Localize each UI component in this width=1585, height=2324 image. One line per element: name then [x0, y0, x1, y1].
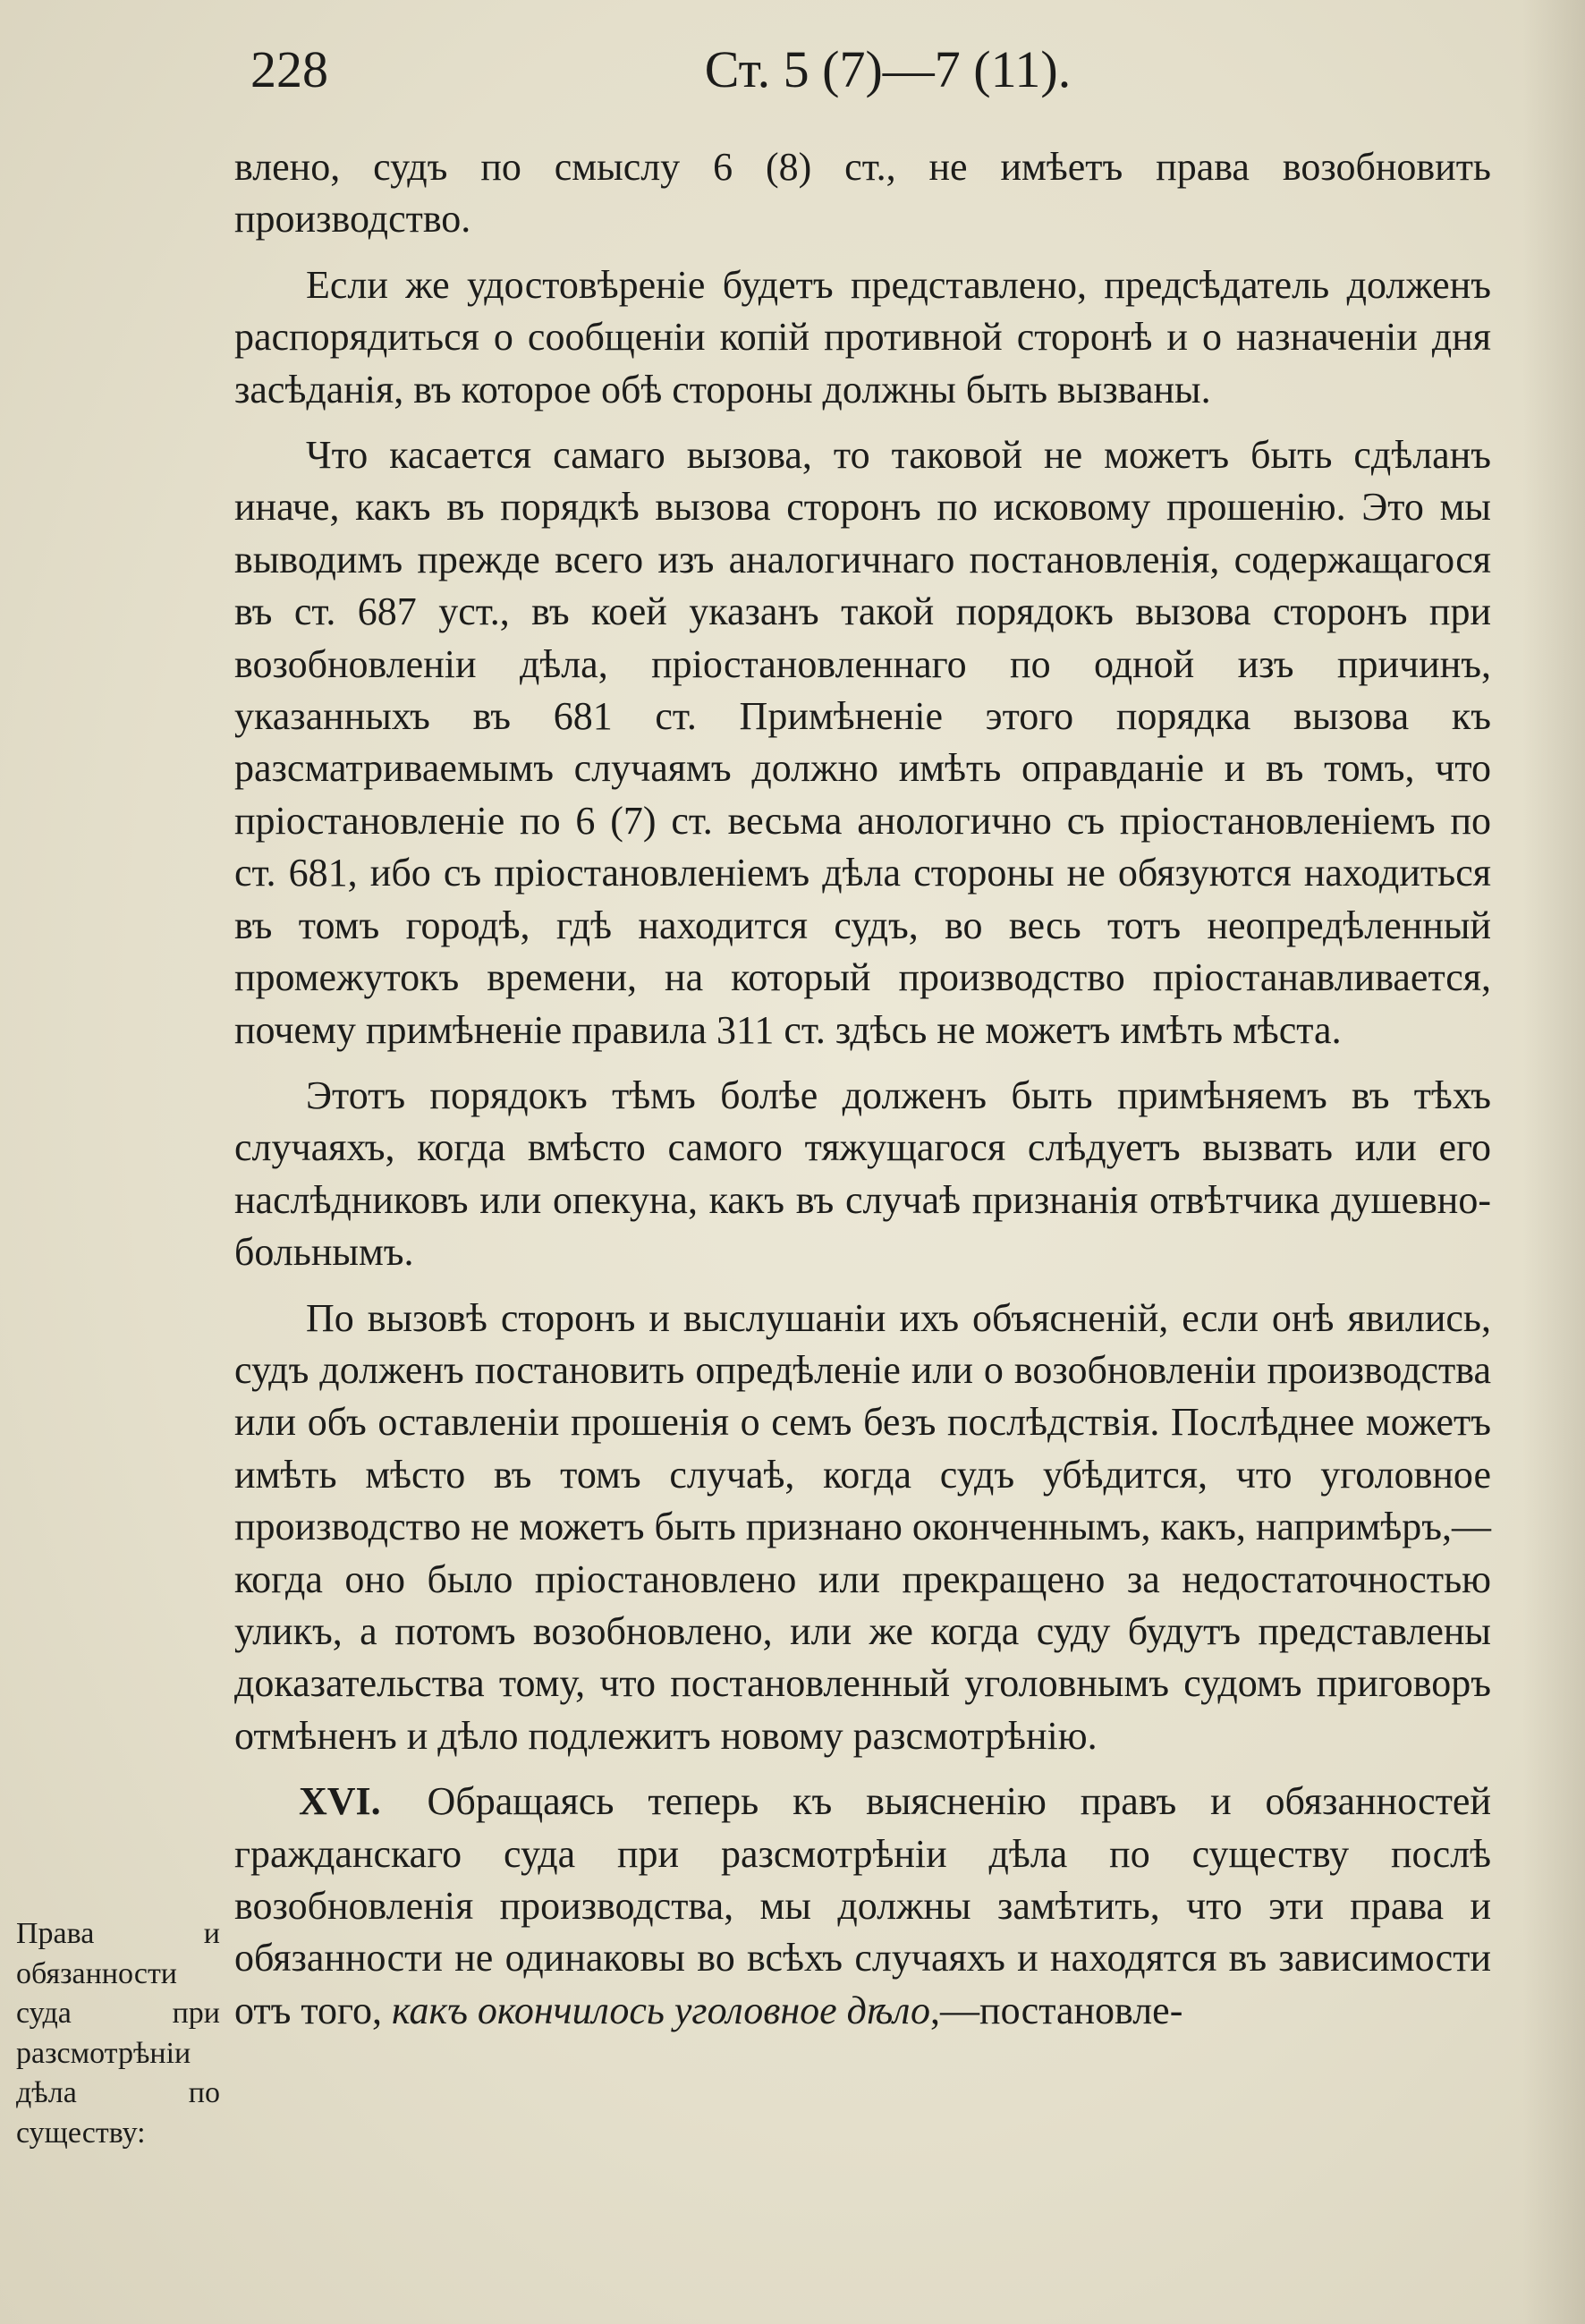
- paragraph-continued: влено, судъ по смыслу 6 (8) ст., не имѣетъ права возобновить производство.: [234, 145, 1491, 242]
- section-number: XVI.: [299, 1779, 381, 1824]
- page-edge-shadow: [1522, 0, 1585, 2324]
- section-paragraph: [234, 1776, 1491, 2037]
- body-text: [234, 141, 1491, 2050]
- running-head: Ст. 5 (7)—7 (11).: [704, 40, 1072, 98]
- paragraph: Этотъ порядокъ тѣмъ болѣе долженъ быть примѣняемъ въ тѣхъ случаяхъ, когда вмѣсто самого тяжущагося слѣдуетъ вызвать или его наслѣдниковъ или опекуна, какъ въ случаѣ признанія отвѣтчика душевно-больнымъ.: [234, 1073, 1491, 1275]
- paragraph: Если же удостовѣреніе будетъ представлено, предсѣдатель долженъ распорядиться о сообщеніи копій противной сторонѣ и о назначеніи дня засѣданія, въ которое обѣ стороны должны быть вызваны.: [234, 262, 1491, 411]
- section-text-end: ,—постановле-: [930, 1988, 1183, 2032]
- page-number: 228: [250, 40, 328, 98]
- section-emphasis: какъ окончилось уголовное дѣло: [392, 1988, 931, 2032]
- paragraph: По вызовѣ сторонъ и выслушаніи ихъ объясненій, если онѣ явились, судъ долженъ постановить опредѣленіе или о возобновленіи производства или объ оставленіи прошенія о семъ безъ послѣдствія. Послѣднее можетъ имѣть мѣсто въ томъ случаѣ, когда судъ убѣдится, что уголовное производство не можетъ быть признано оконченнымъ, какъ, напримѣръ,—когда оно было пріостановлено или прекращено за недостаточностью уликъ, а потомъ возобновлено, или же когда суду будутъ представлены доказательства тому, что постановленный уголовнымъ судомъ приговоръ отмѣненъ и дѣло подлежитъ новому разсмотрѣнію.: [234, 1295, 1491, 1758]
- page-header: [250, 34, 1489, 106]
- paragraph: Что касается самаго вызова, то таковой не можетъ быть сдѣланъ иначе, какъ въ порядкѣ вызова сторонъ по исковому прошенію. Это мы выводимъ прежде всего изъ аналогичнаго постановленія, содержащагося въ ст. 687 уст., въ коей указанъ такой порядокъ вызова сторонъ при возобновленіи дѣла, пріостановленнаго по одной изъ причинъ, указанныхъ въ 681 ст. Примѣненіе этого порядка вызова къ разсматриваемымъ случаямъ должно имѣть оправданіе и въ томъ, что пріостановленіе по 6 (7) ст. весьма анологично съ пріостановленіемъ по ст. 681, ибо съ пріостановленіемъ дѣла стороны не обязуются находиться въ томъ городѣ, гдѣ находится судъ, во весь тотъ неопредѣленный промежутокъ времени, на который производство пріостанавливается, почему примѣненіе правила 311 ст. здѣсь не можетъ имѣть мѣста.: [234, 433, 1491, 1052]
- section-text: Обращаясь теперь къ выясненію правъ и обязанностей гражданскаго суда при разсмотрѣніи дѣла по существу послѣ возобновленія производства, мы должны замѣтить, что эти права и обязанности не одинаковы во всѣхъ случаяхъ и находятся въ зависимости отъ того,: [234, 1779, 1491, 2032]
- margin-note: Права и обязанности суда при разсмотрѣніи дѣла по существу:: [16, 1917, 220, 2150]
